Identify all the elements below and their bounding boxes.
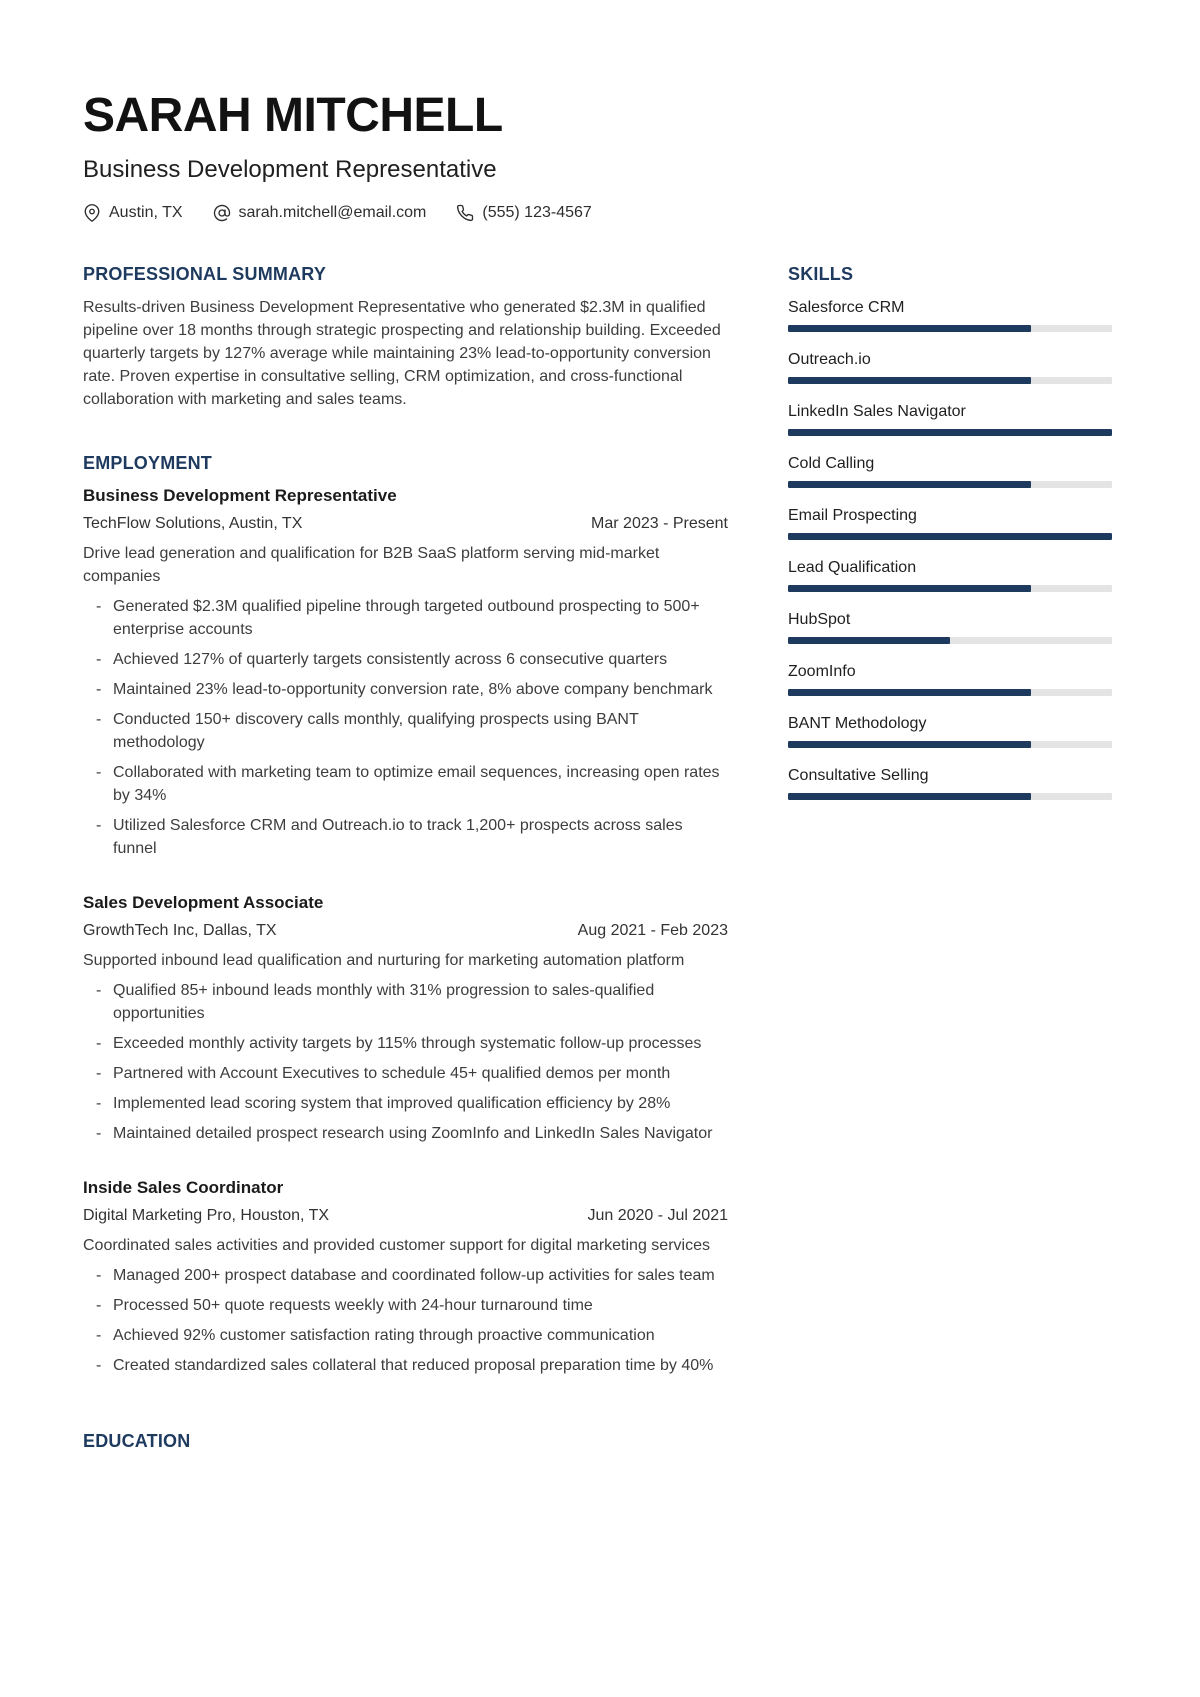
job-bullet: - Conducted 150+ discovery calls monthly, qualifying prospects using BANT methodology — [96, 708, 728, 754]
job-bullet: - Generated $2.3M qualified pipeline through targeted outbound prospecting to 500+ enterprise accounts — [96, 595, 728, 641]
skill-label: BANT Methodology — [788, 714, 927, 732]
skill-label: Lead Qualification — [788, 558, 917, 576]
skills-list — [788, 296, 1112, 800]
job-bullet: - Exceeded monthly activity targets by 115% through systematic follow-up processes — [96, 1032, 728, 1055]
job-bullet: - Achieved 92% customer satisfaction rating through proactive communication — [96, 1324, 728, 1347]
employment-heading: EMPLOYMENT — [83, 452, 213, 473]
skill-bar-track — [788, 741, 1112, 748]
job-bullet: - Partnered with Account Executives to schedule 45+ qualified demos per month — [96, 1062, 728, 1085]
skill-label: Consultative Selling — [788, 766, 929, 784]
job-company: Digital Marketing Pro, Houston, TX — [83, 1206, 330, 1224]
job-dates: Jun 2020 - Jul 2021 — [587, 1206, 728, 1224]
skills-heading: SKILLS — [788, 263, 854, 284]
skill-label: LinkedIn Sales Navigator — [788, 402, 966, 420]
job-description: Drive lead generation and qualification for B2B SaaS platform serving mid-market companies — [83, 544, 660, 585]
job-description: Supported inbound lead qualification and nurturing for marketing automation platform — [83, 951, 685, 969]
job-description: Coordinated sales activities and provided customer support for digital marketing services — [83, 1236, 710, 1254]
skill-bar-fill — [788, 585, 1031, 592]
skill-item — [788, 712, 1112, 748]
skill-label: Email Prospecting — [788, 506, 917, 524]
skill-bar-fill — [788, 325, 1031, 332]
skill-bar-fill — [788, 741, 1031, 748]
job-entry — [83, 892, 728, 1145]
at-sign-icon — [213, 204, 231, 222]
job-bullet: - Maintained detailed prospect research using ZoomInfo and LinkedIn Sales Navigator — [96, 1122, 728, 1145]
job-bullet: - Maintained 23% lead-to-opportunity conversion rate, 8% above company benchmark — [96, 678, 728, 701]
job-bullet: - Qualified 85+ inbound leads monthly with 31% progression to sales-qualified opportunities — [96, 979, 728, 1025]
skill-bar-track — [788, 637, 1112, 644]
phone-icon — [456, 204, 474, 222]
job-bullet-list — [83, 595, 728, 860]
job-title: Sales Development Associate — [83, 892, 324, 912]
job-dates: Mar 2023 - Present — [591, 514, 728, 532]
skill-item — [788, 400, 1112, 436]
skill-bar-track — [788, 481, 1112, 488]
contact-phone-text: (555) 123-4567 — [482, 203, 592, 221]
skill-label: Outreach.io — [788, 350, 871, 368]
skill-bar-track — [788, 689, 1112, 696]
job-bullet: - Utilized Salesforce CRM and Outreach.io to track 1,200+ prospects across sales funnel — [96, 814, 728, 860]
job-title: Inside Sales Coordinator — [83, 1177, 284, 1197]
skill-item — [788, 296, 1112, 332]
skill-bar-fill — [788, 481, 1031, 488]
job-meta — [83, 1205, 728, 1227]
skill-bar-track — [788, 585, 1112, 592]
job-title: Business Development Representative — [83, 485, 397, 505]
job-bullet: - Created standardized sales collateral that reduced proposal preparation time by 40% — [96, 1354, 728, 1377]
education-heading: EDUCATION — [83, 1430, 191, 1451]
skill-bar-track — [788, 533, 1112, 540]
professional-summary-section — [83, 264, 728, 411]
job-entry — [83, 1177, 728, 1377]
job-bullet-list — [83, 979, 728, 1145]
skill-bar-track — [788, 429, 1112, 436]
job-meta — [83, 920, 728, 942]
professional-summary-text: Results-driven Business Development Representative who generated $2.3M in qualified pipeline over 18 months through strategic prospecting and relationship building. Exceeded quarterly targets by 127% average while maintaining 23% lead-to-opportunity conversion rate. Proven expertise in consultative selling, CRM optimization, and cross-functional collaboration with marketing and sales teams. — [83, 298, 721, 408]
skill-bar-track — [788, 325, 1112, 332]
skill-bar-track — [788, 377, 1112, 384]
contact-location-text: Austin, TX — [109, 203, 183, 221]
job-entry — [83, 485, 728, 860]
skill-item — [788, 764, 1112, 800]
skill-item — [788, 504, 1112, 540]
contact-email-text: sarah.mitchell@email.com — [238, 203, 427, 221]
skill-bar-fill — [788, 689, 1031, 696]
skill-item — [788, 348, 1112, 384]
job-meta — [83, 513, 728, 535]
job-company: GrowthTech Inc, Dallas, TX — [83, 921, 277, 939]
skill-label: HubSpot — [788, 610, 851, 628]
skill-label: ZoomInfo — [788, 662, 856, 680]
map-pin-icon — [83, 204, 101, 222]
professional-summary-heading: PROFESSIONAL SUMMARY — [83, 263, 327, 284]
skill-bar-fill — [788, 637, 950, 644]
skill-bar-fill — [788, 793, 1031, 800]
skill-item — [788, 556, 1112, 592]
skill-label: Cold Calling — [788, 454, 875, 472]
contact-email — [213, 204, 427, 222]
contact-row — [83, 204, 1112, 222]
skill-bar-fill — [788, 377, 1031, 384]
job-bullet: - Managed 200+ prospect database and coordinated follow-up activities for sales team — [96, 1264, 728, 1287]
skill-bar-fill — [788, 429, 1112, 436]
job-bullet-list — [83, 1264, 728, 1377]
contact-phone — [456, 204, 591, 222]
skill-label: Salesforce CRM — [788, 298, 905, 316]
contact-location — [83, 204, 183, 222]
job-bullet: - Implemented lead scoring system that improved qualification efficiency by 28% — [96, 1092, 728, 1115]
resume-header — [83, 89, 1112, 222]
job-bullet: - Collaborated with marketing team to optimize email sequences, increasing open rates by 34% — [96, 761, 728, 807]
skill-item — [788, 660, 1112, 696]
skill-item — [788, 608, 1112, 644]
education-section — [83, 1431, 728, 1451]
candidate-name: SARAH MITCHELL — [83, 89, 503, 142]
skill-bar-track — [788, 793, 1112, 800]
skill-bar-fill — [788, 533, 1112, 540]
main-column — [83, 264, 728, 1463]
job-company: TechFlow Solutions, Austin, TX — [83, 514, 303, 532]
candidate-title: Business Development Representative — [83, 156, 497, 183]
skills-sidebar — [788, 264, 1112, 1463]
skill-item — [788, 452, 1112, 488]
employment-section — [83, 453, 728, 1377]
job-dates: Aug 2021 - Feb 2023 — [577, 921, 728, 939]
job-bullet: - Processed 50+ quote requests weekly with 24-hour turnaround time — [96, 1294, 728, 1317]
job-bullet: - Achieved 127% of quarterly targets consistently across 6 consecutive quarters — [96, 648, 728, 671]
